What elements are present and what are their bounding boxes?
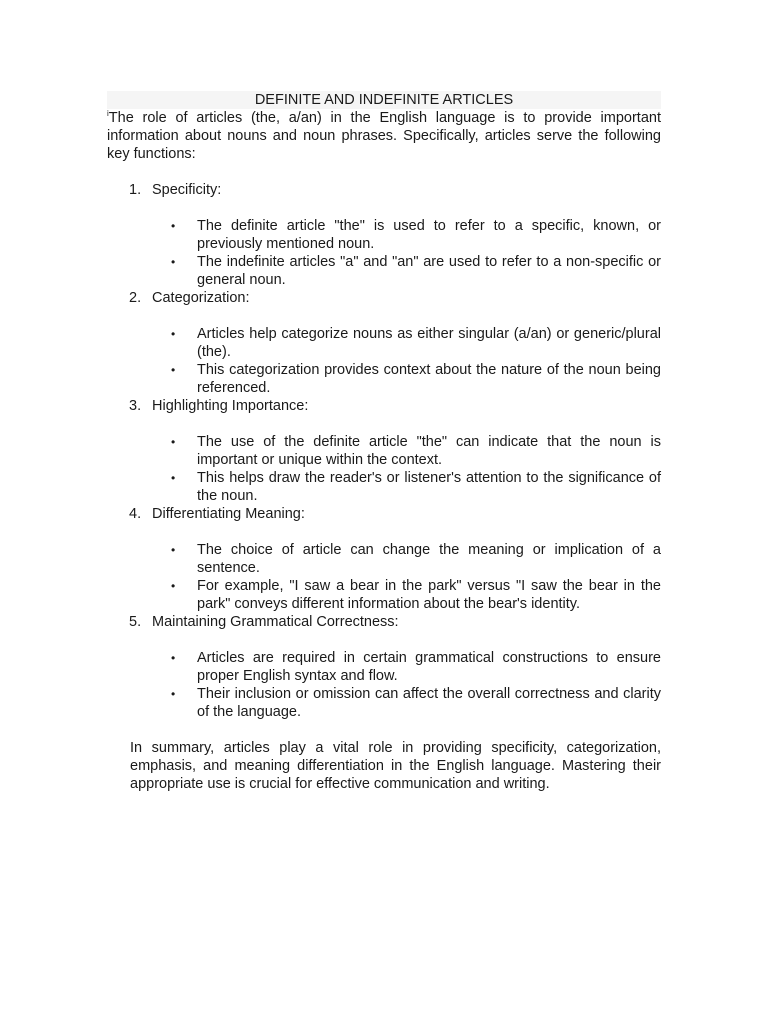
bullet-list (152, 433, 661, 505)
bullet-list (152, 325, 661, 397)
bullet-text: For example, "I saw a bear in the park" versus "I saw the bear in the park" conveys different information about the bear's identity. (197, 578, 661, 612)
bullet-text: The use of the definite article "the" can indicate that the noun is important or unique within the context. (197, 434, 661, 468)
bullet-item (152, 217, 661, 253)
section-item (107, 613, 661, 721)
document-body (107, 91, 661, 793)
bullet-item (152, 325, 661, 361)
section-title: Maintaining Grammatical Correctness: (152, 614, 399, 630)
intro-text: The role of articles (the, a/an) in the English language is to provide important information about nouns and noun phrases. Specifically, articles serve the following key functions: (107, 110, 661, 162)
bullet-icon: • (171, 219, 176, 233)
section-number: 1. (129, 182, 142, 198)
bullet-item (152, 469, 661, 505)
bullet-item (152, 253, 661, 289)
bullet-icon: • (171, 255, 176, 269)
bullet-text: The choice of article can change the meaning or implication of a sentence. (197, 542, 661, 576)
bullet-list (152, 541, 661, 613)
bullet-text: Their inclusion or omission can affect the overall correctness and clarity of the language. (197, 686, 661, 720)
bullet-item (152, 541, 661, 577)
bullet-item (152, 577, 661, 613)
section-item (107, 505, 661, 613)
section-number: 2. (129, 290, 142, 306)
section-title: Highlighting Importance: (152, 398, 309, 414)
bullet-icon: • (171, 471, 176, 485)
bullet-item (152, 649, 661, 685)
section-number: 3. (129, 398, 142, 414)
section-number: 5. (129, 614, 142, 630)
intro-paragraph (107, 109, 661, 163)
bullet-icon: • (171, 651, 176, 665)
section-item (107, 181, 661, 289)
bullet-text: Articles help categorize nouns as either singular (a/an) or generic/plural (the). (197, 326, 661, 360)
bullet-icon: • (171, 327, 176, 341)
bullet-icon: • (171, 363, 176, 377)
document-title: DEFINITE AND INDEFINITE ARTICLES (107, 91, 661, 109)
section-item (107, 289, 661, 397)
summary-paragraph: In summary, articles play a vital role in providing specificity, categorization, emphasis, and meaning differentiation in the English language. Mastering their appropriate use is crucial for effective communication and writing. (130, 740, 661, 792)
section-title: Categorization: (152, 290, 250, 306)
bullet-text: Articles are required in certain grammatical constructions to ensure proper English syntax and flow. (197, 650, 661, 684)
function-list (107, 181, 661, 721)
section-title: Differentiating Meaning: (152, 506, 305, 522)
bullet-item (152, 361, 661, 397)
bullet-icon: • (171, 543, 176, 557)
bullet-icon: • (171, 435, 176, 449)
footnote-mark: i (107, 109, 109, 118)
section-item (107, 397, 661, 505)
bullet-list (152, 217, 661, 289)
section-number: 4. (129, 506, 142, 522)
bullet-icon: • (171, 579, 176, 593)
bullet-text: This helps draw the reader's or listener's attention to the significance of the noun. (197, 470, 661, 504)
bullet-item (152, 685, 661, 721)
bullet-icon: • (171, 687, 176, 701)
bullet-text: The definite article "the" is used to refer to a specific, known, or previously mentioned noun. (197, 218, 661, 252)
bullet-text: This categorization provides context about the nature of the noun being referenced. (197, 362, 661, 396)
bullet-list (152, 649, 661, 721)
bullet-item (152, 433, 661, 469)
bullet-text: The indefinite articles "a" and "an" are used to refer to a non-specific or general noun. (197, 254, 661, 288)
section-title: Specificity: (152, 182, 222, 198)
